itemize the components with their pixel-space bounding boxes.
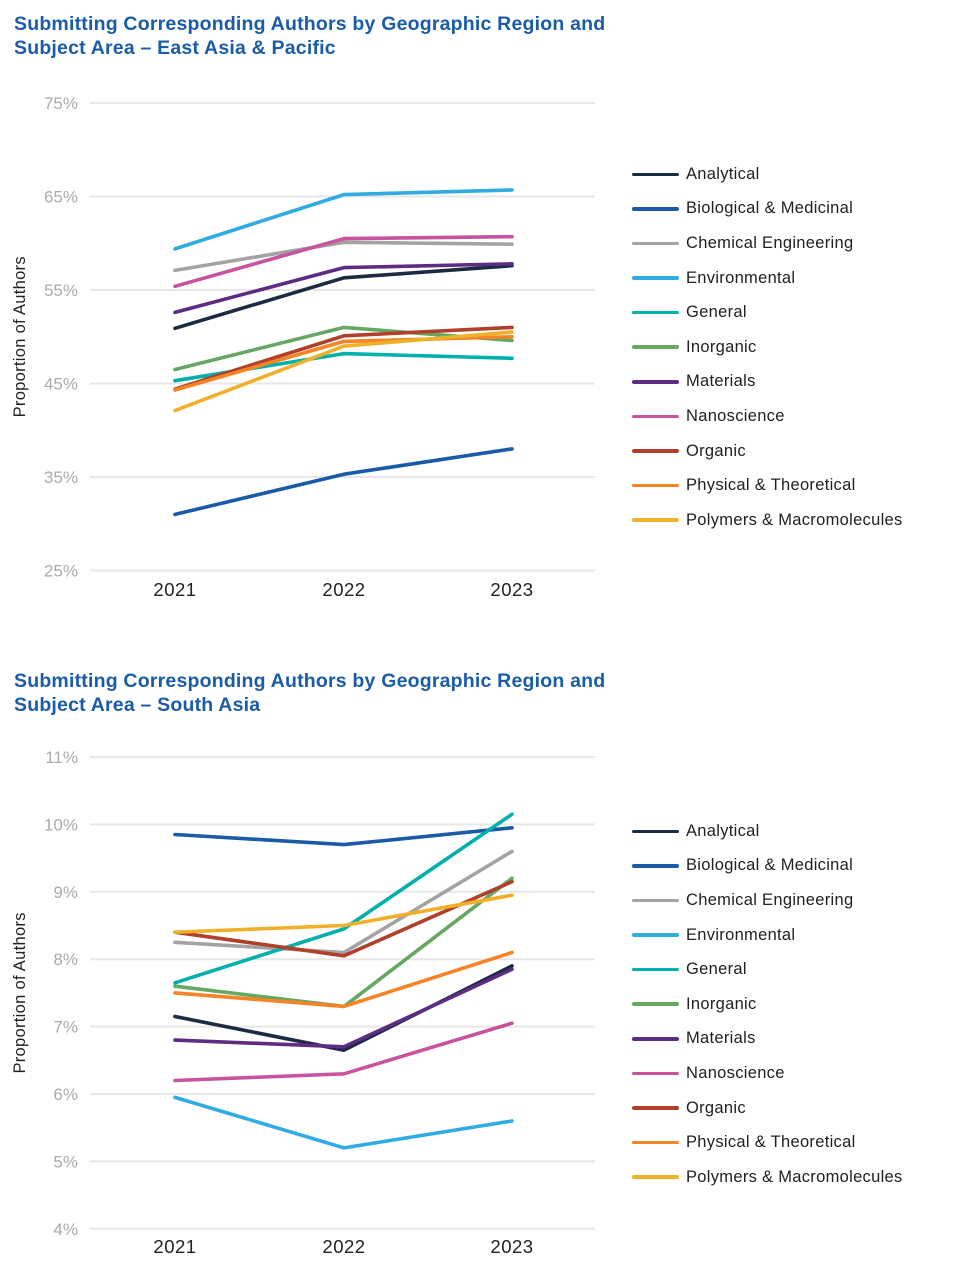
y-tick-label: 45% (43, 374, 78, 394)
legend-swatch (632, 449, 679, 453)
series-line-polymers-macromolecules (175, 895, 512, 932)
legend-swatch (632, 1002, 679, 1006)
y-tick-label: 9% (53, 882, 78, 902)
y-tick-label: 7% (53, 1017, 78, 1037)
x-tick-label: 2023 (490, 1236, 534, 1257)
legend-swatch (632, 830, 679, 834)
legend-swatch (632, 345, 679, 349)
legend-label: Environmental (686, 268, 796, 287)
legend-label: Analytical (686, 821, 760, 840)
series-line-analytical (175, 266, 512, 329)
legend-item (632, 1056, 952, 1091)
legend-label: General (686, 303, 747, 322)
line-chart-south-asia (0, 715, 620, 1275)
legend-swatch (632, 484, 679, 488)
legend-east-asia-pacific (632, 157, 952, 538)
legend-swatch (632, 276, 679, 280)
legend-item (632, 814, 952, 849)
legend-swatch (632, 207, 679, 211)
legend-item (632, 952, 952, 987)
legend-swatch (632, 864, 679, 868)
legend-item (632, 849, 952, 884)
legend-label: Inorganic (686, 337, 757, 356)
legend-item (632, 226, 952, 261)
legend-item (632, 503, 952, 538)
legend-label: Polymers & Macromolecules (686, 1167, 903, 1186)
series-line-biological-medicinal (175, 828, 512, 845)
legend-item (632, 987, 952, 1022)
series-line-inorganic (175, 878, 512, 1006)
x-tick-label: 2023 (490, 579, 534, 600)
y-axis-title: Proportion of Authors (11, 912, 29, 1074)
legend-label: Materials (686, 1029, 756, 1048)
line-chart-east-asia-pacific (0, 60, 620, 620)
y-tick-label: 35% (43, 468, 78, 487)
legend-item (632, 365, 952, 400)
legend-label: Analytical (686, 164, 760, 183)
y-tick-label: 5% (53, 1152, 78, 1172)
legend-item (632, 157, 952, 192)
legend-item (632, 295, 952, 330)
y-tick-label: 8% (53, 950, 78, 970)
series-line-chemical-engineering (175, 851, 512, 952)
legend-south-asia (632, 814, 952, 1195)
legend-label: Physical & Theoretical (686, 476, 856, 495)
series-line-inorganic (175, 327, 512, 369)
legend-swatch (632, 415, 679, 419)
legend-label: Organic (686, 441, 746, 460)
legend-label: Environmental (686, 925, 796, 944)
series-line-biological-medicinal (175, 449, 512, 515)
legend-swatch (632, 1037, 679, 1041)
legend-item (632, 1091, 952, 1126)
y-tick-label: 75% (43, 94, 78, 113)
legend-swatch (632, 899, 679, 903)
legend-swatch (632, 1106, 679, 1110)
legend-item (632, 1160, 952, 1195)
y-tick-label: 10% (43, 815, 78, 835)
legend-label: Nanoscience (686, 1063, 785, 1082)
chart-title-east-asia-pacific: Submitting Corresponding Authors by Geographic Region and Subject Area – East Asia & Pacific (14, 13, 606, 59)
y-tick-label: 6% (53, 1085, 78, 1104)
x-tick-label: 2022 (322, 579, 366, 600)
legend-item (632, 468, 952, 503)
legend-item (632, 330, 952, 365)
y-tick-label: 55% (43, 281, 78, 300)
legend-item (632, 1022, 952, 1057)
legend-item (632, 399, 952, 434)
y-tick-label: 65% (43, 187, 78, 207)
legend-item (632, 883, 952, 918)
legend-item (632, 192, 952, 227)
legend-swatch (632, 518, 679, 522)
legend-swatch (632, 173, 679, 177)
x-tick-label: 2022 (322, 1236, 366, 1257)
legend-label: Biological & Medicinal (686, 199, 854, 218)
legend-swatch (632, 311, 679, 315)
legend-item (632, 261, 952, 296)
legend-item (632, 434, 952, 469)
legend-swatch (632, 1072, 679, 1076)
legend-label: Biological & Medicinal (686, 856, 854, 875)
legend-label: Materials (686, 372, 756, 391)
y-axis-title: Proportion of Authors (11, 256, 29, 418)
x-tick-label: 2021 (153, 579, 197, 600)
legend-item (632, 1125, 952, 1160)
legend-swatch (632, 1141, 679, 1145)
y-tick-label: 11% (45, 748, 78, 767)
legend-label: Nanoscience (686, 406, 785, 425)
legend-label: Physical & Theoretical (686, 1133, 856, 1152)
legend-label: General (686, 960, 747, 979)
legend-label: Chemical Engineering (686, 890, 854, 909)
legend-swatch (632, 242, 679, 246)
legend-label: Polymers & Macromolecules (686, 510, 903, 529)
legend-swatch (632, 380, 679, 384)
y-tick-label: 25% (43, 561, 78, 581)
legend-label: Organic (686, 1098, 746, 1117)
legend-label: Chemical Engineering (686, 233, 854, 252)
chart-title-south-asia: Submitting Corresponding Authors by Geographic Region and Subject Area – South Asia (14, 670, 606, 716)
x-tick-label: 2021 (153, 1236, 197, 1257)
legend-item (632, 918, 952, 953)
series-line-environmental (175, 1097, 512, 1148)
legend-label: Inorganic (686, 994, 757, 1013)
legend-swatch (632, 933, 679, 937)
series-line-physical-theoretical (175, 953, 512, 1007)
legend-swatch (632, 968, 679, 972)
legend-swatch (632, 1175, 679, 1179)
y-tick-label: 4% (53, 1219, 78, 1239)
